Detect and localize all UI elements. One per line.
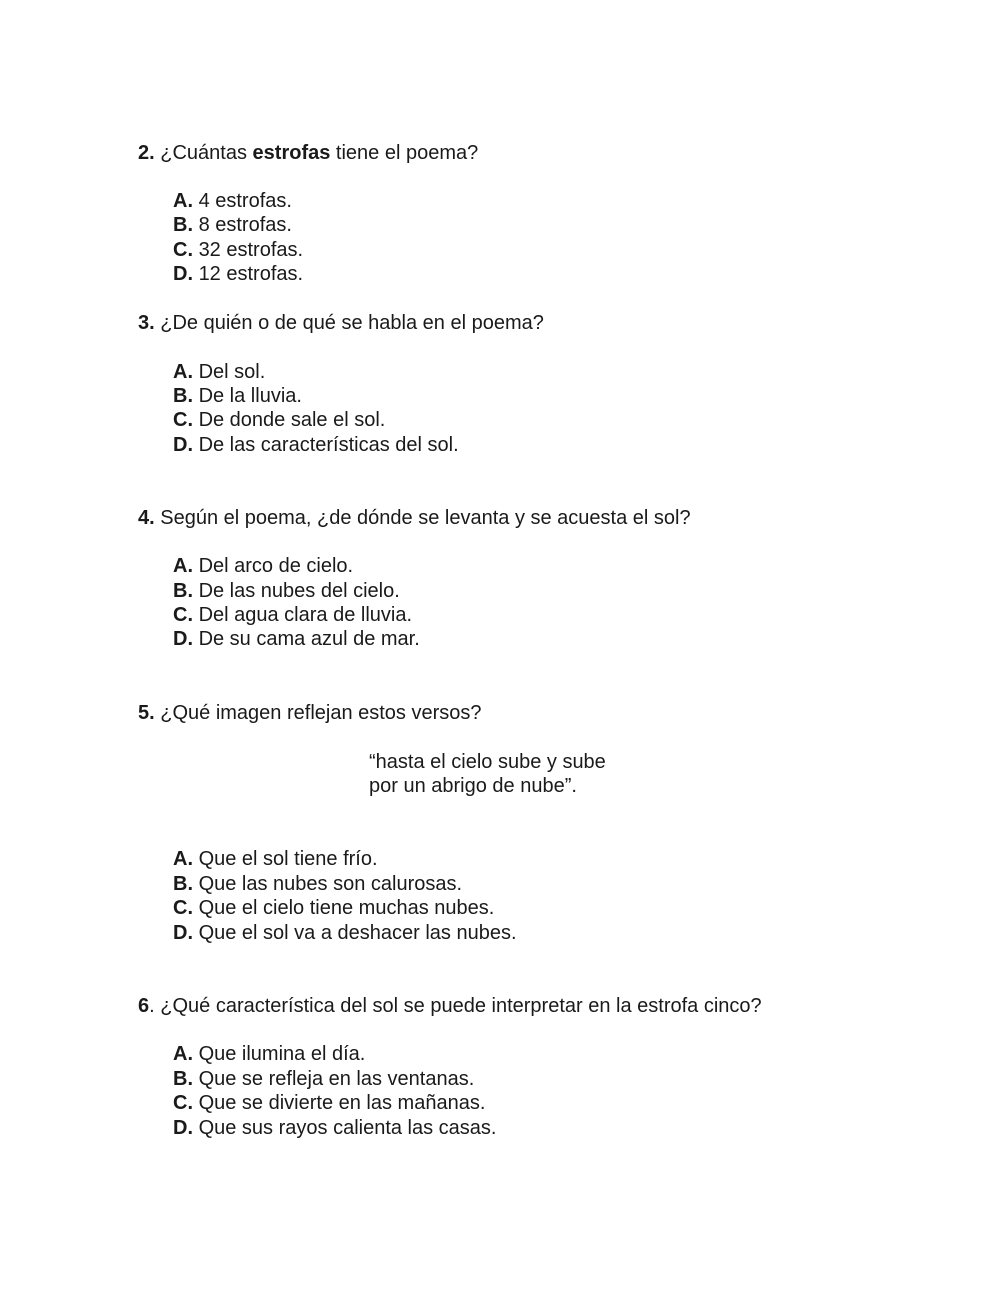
quoted-verse: por un abrigo de nube”.	[369, 775, 577, 797]
option-b[interactable]	[173, 384, 302, 408]
option-b[interactable]	[173, 872, 462, 896]
option-text: De la lluvia.	[198, 385, 302, 407]
question-text: ¿Cuántas	[160, 142, 247, 164]
question-text: ¿De quién o de qué se habla en el poema?	[160, 312, 544, 334]
question-6	[138, 994, 762, 1018]
option-c[interactable]	[173, 603, 412, 627]
option-letter: C.	[173, 604, 193, 626]
option-letter: D.	[173, 1117, 193, 1139]
question-2	[138, 141, 478, 165]
option-text: 32 estrofas.	[198, 239, 304, 261]
option-letter: A.	[173, 361, 193, 383]
question-5	[138, 701, 482, 725]
option-c[interactable]	[173, 408, 385, 432]
option-text: Del sol.	[198, 361, 266, 383]
option-text: De las nubes del cielo.	[198, 580, 400, 602]
quoted-verse: “hasta el cielo sube y sube	[369, 751, 606, 773]
option-text: Que se divierte en las mañanas.	[198, 1092, 486, 1114]
question-number: 4.	[138, 507, 155, 529]
option-d[interactable]	[173, 1116, 496, 1140]
option-d[interactable]	[173, 627, 420, 651]
option-text: Que se refleja en las ventanas.	[198, 1068, 475, 1090]
option-a[interactable]	[173, 360, 265, 384]
option-letter: C.	[173, 409, 193, 431]
option-text: Que el cielo tiene muchas nubes.	[198, 897, 495, 919]
option-letter: B.	[173, 1068, 193, 1090]
option-c[interactable]	[173, 896, 494, 920]
option-letter: B.	[173, 580, 193, 602]
option-text: Que el sol tiene frío.	[198, 848, 378, 870]
option-d[interactable]	[173, 262, 303, 286]
option-text: Del agua clara de lluvia.	[198, 604, 413, 626]
option-c[interactable]	[173, 1091, 485, 1115]
option-letter: D.	[173, 628, 193, 650]
option-letter: D.	[173, 434, 193, 456]
option-text: Que ilumina el día.	[198, 1043, 366, 1065]
question-number: 6	[138, 995, 150, 1017]
option-d[interactable]	[173, 433, 459, 457]
option-text: Del arco de cielo.	[198, 555, 354, 577]
option-text: De donde sale el sol.	[198, 409, 386, 431]
option-b[interactable]	[173, 579, 400, 603]
option-text: De su cama azul de mar.	[198, 628, 420, 650]
option-letter: A.	[173, 555, 193, 577]
question-text: Según el poema, ¿de dónde se levanta y se acuesta el sol?	[160, 507, 691, 529]
option-c[interactable]	[173, 238, 303, 262]
question-4	[138, 506, 691, 530]
option-b[interactable]	[173, 1067, 474, 1091]
option-a[interactable]	[173, 189, 292, 213]
option-letter: D.	[173, 922, 193, 944]
option-letter: A.	[173, 1043, 193, 1065]
option-text: 4 estrofas.	[198, 190, 292, 212]
option-d[interactable]	[173, 921, 517, 945]
question-number: 3.	[138, 312, 155, 334]
option-letter: D.	[173, 263, 193, 285]
option-a[interactable]	[173, 1042, 365, 1066]
option-letter: A.	[173, 848, 193, 870]
option-text: 8 estrofas.	[198, 214, 292, 236]
option-letter: B.	[173, 873, 193, 895]
question-3	[138, 311, 544, 335]
option-letter: B.	[173, 214, 193, 236]
option-a[interactable]	[173, 554, 353, 578]
option-letter: C.	[173, 1092, 193, 1114]
question-text: tiene el poema?	[335, 142, 479, 164]
option-letter: A.	[173, 190, 193, 212]
option-text: Que sus rayos calienta las casas.	[198, 1117, 497, 1139]
option-text: 12 estrofas.	[198, 263, 304, 285]
option-a[interactable]	[173, 847, 378, 871]
option-text: Que el sol va a deshacer las nubes.	[198, 922, 517, 944]
option-text: De las características del sol.	[198, 434, 459, 456]
option-letter: C.	[173, 897, 193, 919]
option-letter: B.	[173, 385, 193, 407]
question-text: ¿Qué imagen reflejan estos versos?	[160, 702, 482, 724]
question-text-bold: estrofas	[252, 142, 331, 164]
question-text: . ¿Qué característica del sol se puede interpretar en la estrofa cinco?	[149, 995, 762, 1017]
question-number: 2.	[138, 142, 155, 164]
option-letter: C.	[173, 239, 193, 261]
option-b[interactable]	[173, 213, 292, 237]
question-number: 5.	[138, 702, 155, 724]
option-text: Que las nubes son calurosas.	[198, 873, 463, 895]
